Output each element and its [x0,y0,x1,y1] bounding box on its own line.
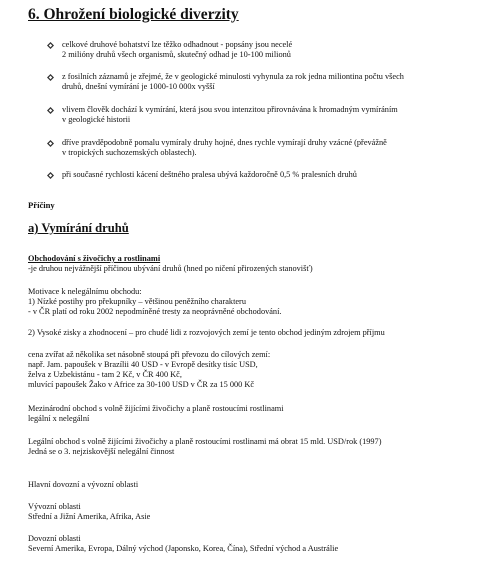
body-line: Severní Amerika, Evropa, Dálný východ (Japonsko, Korea, Čína), Střední východ a Austrálie [28,544,339,553]
priciny-heading: Příčiny [28,200,55,210]
body-line: Střední a Jižní Amerika, Afrika, Asie [28,512,151,521]
body-line: Legální obchod s volně žijícími živočichy a planě rostoucími rostlinami má obrat 15 mld. USD/rok (1997) [28,437,382,446]
body-line: Mezinárodní obchod s volně žijícími živočichy a planě rostoucími rostlinami [28,404,284,413]
body-line: cena zvířat až několika set násobně stoupá při převozu do cílových zemí: [28,350,271,359]
bullet-item: při současné rychlosti kácení deštného pralesa ubývá každoročně 0,5 % pralesních druhů [62,170,357,179]
diamond-bullet-icon [47,74,54,81]
body-line: -je druhou nejvážnější příčinou ubývání druhů (hned po ničení přirozených stanovišť) [28,264,313,273]
body-line: Hlavní dovozní a vývozní oblasti [28,480,139,489]
diamond-bullet-icon [47,107,54,114]
diamond-bullet-icon [47,42,54,49]
body-line: Jedná se o 3. nejziskovější nelegální činnost [28,447,175,456]
body-line: legální x nelegální [28,414,90,423]
body-line: Motivace k nelegálnímu obchodu: [28,287,142,296]
body-line: 2) Vysoké zisky a zhodnocení – pro chudé lidi z rozvojových zemí je tento obchod jediným zdrojem příjmu [28,328,385,337]
diamond-bullet-icon [47,140,54,147]
body-line: např. Jam. papoušek v Brazílii 40 USD - v Evropě desítky tisíc USD, [28,360,258,369]
body-line: mluvící papoušek Žako v Africe za 30-100 USD v ČR za 15 000 Kč [28,380,255,389]
page-title: 6. Ohrožení biologické diverzity [28,6,239,23]
obchod-heading: Obchodování s živočichy a rostlinami [28,254,161,263]
body-line: Dovozní oblasti [28,534,81,543]
body-line: želva z Uzbekistánu - tam 2 Kč, v ČR 400 Kč, [28,370,182,379]
bullet-item: dříve pravděpodobně pomalu vymíraly druhy hojné, dnes rychle vymírají druhy vzácné (převážně v tropických suchozemských oblastech). [62,138,387,158]
body-line: - v ČR platí od roku 2002 nepodmíněné tresty za neoprávněné obchodování. [28,307,282,316]
bullet-item: vlivem člověk dochází k vymírání, která jsou svou intenzitou přirovnávána k hromadným vymíráním v geologické historii [62,105,398,125]
body-line: Vývozní oblasti [28,502,81,511]
section-heading: a) Vymírání druhů [28,221,129,235]
bullet-item: celkové druhové bohatství lze těžko odhadnout - popsány jsou necelé 2 milióny druhů všech organismů, skutečný odhad je 10-100 milionů [62,40,293,60]
diamond-bullet-icon [47,172,54,179]
body-line: 1) Nízké postihy pro překupníky – většinou peněžního charakteru [28,297,246,306]
bullet-item: z fosilních záznamů je zřejmé, že v geologické minulosti vyhynula za rok jedna miliontina počtu všech druhů, dnešní vymírání je 1000-10 000x vyšší [62,72,404,92]
